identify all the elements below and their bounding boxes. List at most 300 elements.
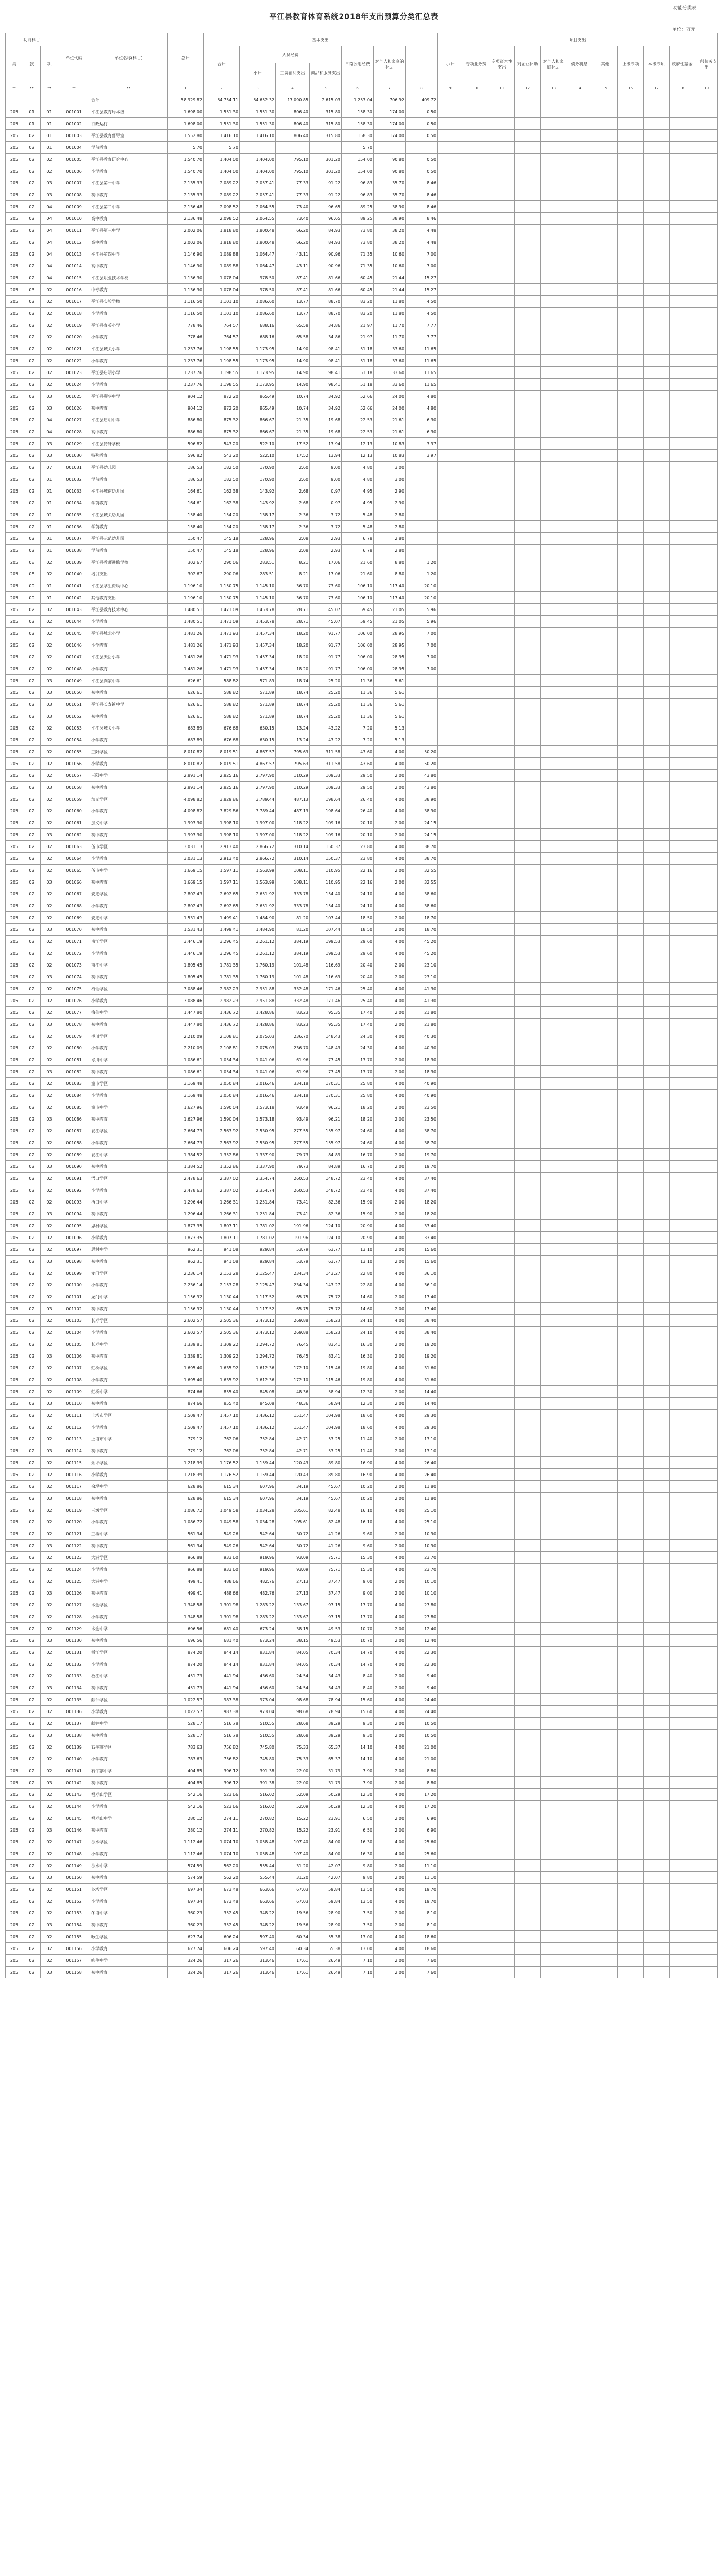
cell-value: 73.41 [276, 1208, 310, 1220]
cell-value: 4.80 [406, 391, 438, 402]
cell-value [489, 770, 515, 782]
cell-value: 59.45 [342, 616, 374, 628]
cell-value: 855.40 [204, 1398, 240, 1410]
cell-lei: 205 [6, 1516, 23, 1528]
cell-value: 98.41 [310, 343, 342, 355]
cell-code: 001029 [58, 438, 90, 450]
cell-value [592, 1125, 618, 1137]
cell-value [566, 853, 592, 865]
cell-value [438, 1303, 463, 1315]
cell-value: 8.21 [276, 568, 310, 580]
table-row [6, 1564, 718, 1575]
cell-name: 冬塔学区 [90, 1884, 168, 1895]
cell-value: 332.48 [276, 995, 310, 1007]
cell-value [592, 912, 618, 924]
cell-value [541, 165, 566, 177]
cell-value [489, 1682, 515, 1694]
cell-value [489, 201, 515, 213]
cell-value: 1,296.44 [168, 1208, 204, 1220]
cell-value: 1,551.30 [240, 106, 276, 118]
cell-value [618, 296, 644, 308]
cell-name: 高中教育 [90, 260, 168, 272]
cell-value: 10.70 [342, 1635, 374, 1647]
cell-value [592, 568, 618, 580]
cell-code: 001130 [58, 1635, 90, 1647]
cell-value: 1,873.35 [168, 1220, 204, 1232]
cell-value: 1,481.26 [168, 628, 204, 639]
cell-value: 310.14 [276, 853, 310, 865]
cell-value [541, 900, 566, 912]
cell-value: 1,573.18 [240, 1101, 276, 1113]
cell-value [489, 355, 515, 367]
cell-value [695, 1445, 718, 1457]
cell-value: 409.72 [406, 94, 438, 106]
cell-value [670, 414, 695, 426]
table-row [6, 580, 718, 592]
cell-value [515, 509, 541, 521]
cell-value [670, 545, 695, 556]
cell-value: 81.66 [310, 272, 342, 284]
cell-value [541, 343, 566, 355]
cell-value [592, 1338, 618, 1350]
cell-lei: 205 [6, 1943, 23, 1955]
cell-xiang: 03 [41, 710, 58, 722]
cell-value: 597.40 [240, 1931, 276, 1943]
cell-value: 2.00 [374, 1765, 406, 1777]
cell-value: 106.10 [342, 592, 374, 604]
cell-value [618, 1658, 644, 1670]
cell-value: 13.77 [276, 308, 310, 319]
cell-value [463, 1540, 489, 1552]
cell-value: 783.63 [168, 1753, 204, 1765]
cell-value: 2,505.36 [204, 1315, 240, 1327]
cell-value [592, 1872, 618, 1884]
cell-value [515, 308, 541, 319]
cell-code: 001138 [58, 1730, 90, 1741]
cell-value [644, 485, 670, 497]
cell-value: 1,447.80 [168, 1019, 204, 1030]
cell-value: 626.61 [168, 699, 204, 710]
cell-value: 2.00 [374, 1493, 406, 1504]
cell-value: 1,339.81 [168, 1338, 204, 1350]
cell-value [463, 1184, 489, 1196]
cell-value [489, 1421, 515, 1433]
cell-kuan: 02 [23, 1516, 41, 1528]
cell-value: 106.10 [342, 580, 374, 592]
cell-value [644, 414, 670, 426]
cell-value [463, 367, 489, 379]
cell-value [463, 912, 489, 924]
cell-value: 9.30 [342, 1718, 374, 1730]
cell-code: 001124 [58, 1564, 90, 1575]
cell-xiang: 02 [41, 604, 58, 616]
cell-value [618, 1860, 644, 1872]
cell-value: 2.80 [374, 521, 406, 533]
index-cell: 18 [670, 82, 695, 94]
cell-value [515, 1682, 541, 1694]
cell-value: 5.13 [374, 734, 406, 746]
cell-value [618, 308, 644, 319]
cell-value: 174.00 [374, 106, 406, 118]
cell-kuan: 02 [23, 1042, 41, 1054]
cell-value: 0.50 [406, 154, 438, 165]
cell-kuan: 02 [23, 853, 41, 865]
cell-value: 561.34 [168, 1540, 204, 1552]
header-proj-business: 专项业务费 [463, 46, 489, 82]
cell-value [644, 1078, 670, 1090]
cell-value: 764.57 [204, 331, 240, 343]
cell-value: 89.25 [342, 201, 374, 213]
cell-value [515, 604, 541, 616]
cell-value [566, 912, 592, 924]
cell-value: 1,484.90 [240, 924, 276, 936]
cell-kuan: 09 [23, 580, 41, 592]
cell-kuan: 02 [23, 900, 41, 912]
cell-kuan: 02 [23, 1481, 41, 1493]
cell-value: 588.82 [204, 699, 240, 710]
cell-value: 4.00 [374, 1741, 406, 1753]
cell-value [489, 746, 515, 758]
cell-value: 15.60 [342, 1694, 374, 1706]
cell-lei: 205 [6, 1599, 23, 1611]
cell-value [618, 1184, 644, 1196]
cell-lei: 205 [6, 1184, 23, 1196]
cell-kuan: 02 [23, 391, 41, 402]
cell-value [670, 142, 695, 154]
cell-kuan: 02 [23, 462, 41, 473]
cell-lei: 205 [6, 1765, 23, 1777]
cell-value [592, 391, 618, 402]
cell-value: 148.72 [310, 1184, 342, 1196]
cell-value: 274.11 [204, 1812, 240, 1824]
cell-value [489, 1066, 515, 1078]
cell-value: 663.66 [240, 1884, 276, 1895]
cell-value: 332.48 [276, 983, 310, 995]
cell-value: 17.40 [406, 1291, 438, 1303]
cell-value: 13.50 [342, 1884, 374, 1895]
cell-value [695, 746, 718, 758]
cell-value [566, 1244, 592, 1256]
cell-value [515, 1753, 541, 1765]
cell-value: 4.00 [374, 1895, 406, 1907]
cell-value [463, 296, 489, 308]
cell-xiang: 02 [41, 1220, 58, 1232]
cell-value [618, 260, 644, 272]
cell-value: 1,597.11 [204, 876, 240, 888]
cell-value: 872.20 [204, 391, 240, 402]
cell-value [644, 1481, 670, 1493]
cell-value [438, 1504, 463, 1516]
cell-value [670, 177, 695, 189]
cell-value: 9.30 [342, 1730, 374, 1741]
cell-lei: 205 [6, 1718, 23, 1730]
cell-name: 小学教育 [90, 853, 168, 865]
cell-xiang: 02 [41, 1694, 58, 1706]
cell-xiang: 02 [41, 1848, 58, 1860]
cell-value [515, 995, 541, 1007]
cell-value [463, 1303, 489, 1315]
cell-value [670, 604, 695, 616]
cell-value: 18.20 [342, 1113, 374, 1125]
cell-kuan: 02 [23, 1291, 41, 1303]
cell-kuan: 02 [23, 1090, 41, 1101]
cell-name: 特殊教育 [90, 450, 168, 462]
cell-value [644, 165, 670, 177]
cell-value [618, 1374, 644, 1386]
cell-value: 22.53 [342, 414, 374, 426]
cell-value: 15.60 [406, 1244, 438, 1256]
cell-value [618, 616, 644, 628]
cell-value [644, 1730, 670, 1741]
cell-value [489, 154, 515, 165]
cell-value: 1,022.57 [168, 1694, 204, 1706]
table-row [6, 805, 718, 817]
cell-value [695, 604, 718, 616]
cell-value [438, 1931, 463, 1943]
cell-value [541, 1931, 566, 1943]
cell-xiang: 04 [41, 260, 58, 272]
cell-value [670, 426, 695, 438]
cell-value [566, 1232, 592, 1244]
cell-value: 2,153.28 [204, 1267, 240, 1279]
cell-value: 12.13 [342, 438, 374, 450]
cell-value [618, 509, 644, 521]
cell-value: 2.00 [374, 1955, 406, 1967]
cell-value [566, 355, 592, 367]
cell-value [695, 568, 718, 580]
cell-value [670, 1682, 695, 1694]
cell-value [592, 829, 618, 841]
cell-value: 844.14 [204, 1647, 240, 1658]
table-row [6, 1030, 718, 1042]
cell-value: 2.00 [374, 912, 406, 924]
cell-value [438, 106, 463, 118]
cell-value [515, 331, 541, 343]
cell-value [618, 639, 644, 651]
cell-xiang: 02 [41, 746, 58, 758]
cell-kuan: 01 [23, 106, 41, 118]
cell-name: 初中教育 [90, 1872, 168, 1884]
cell-value: 779.12 [168, 1445, 204, 1457]
cell-value: 2,913.40 [204, 841, 240, 853]
cell-value [566, 1078, 592, 1090]
cell-value: 1,339.81 [168, 1350, 204, 1362]
cell-lei: 205 [6, 604, 23, 616]
cell-value [489, 438, 515, 450]
cell-lei: 205 [6, 272, 23, 284]
cell-value: 18.20 [276, 651, 310, 663]
cell-value [541, 1836, 566, 1848]
cell-value: 2,602.57 [168, 1327, 204, 1338]
cell-value: 98.68 [276, 1706, 310, 1718]
cell-value [489, 1137, 515, 1149]
cell-value [670, 782, 695, 793]
cell-value: 11.80 [374, 296, 406, 308]
cell-xiang: 02 [41, 1741, 58, 1753]
cell-kuan: 02 [23, 1327, 41, 1338]
cell-value [463, 462, 489, 473]
cell-value [618, 367, 644, 379]
cell-value [695, 722, 718, 734]
cell-value: 25.20 [310, 675, 342, 687]
cell-value [463, 663, 489, 675]
cell-value: 186.53 [168, 462, 204, 473]
cell-value: 845.08 [240, 1398, 276, 1410]
cell-name: 初中教育 [90, 1730, 168, 1741]
cell-value: 49.53 [310, 1623, 342, 1635]
cell-xiang: 02 [41, 1812, 58, 1824]
cell-lei: 205 [6, 1895, 23, 1907]
cell-value [618, 189, 644, 201]
cell-value [592, 402, 618, 414]
cell-value [695, 556, 718, 568]
cell-code: 001005 [58, 154, 90, 165]
cell-value [541, 699, 566, 710]
cell-value: 6.78 [342, 545, 374, 556]
cell-value: 158.30 [342, 118, 374, 130]
cell-value [515, 556, 541, 568]
cell-name: 小学教育 [90, 1943, 168, 1955]
cell-code: 001091 [58, 1173, 90, 1184]
cell-value: 973.04 [240, 1706, 276, 1718]
cell-value [489, 1184, 515, 1196]
table-body [6, 94, 718, 1978]
cell-code: 001115 [58, 1457, 90, 1469]
cell-value [618, 1564, 644, 1575]
cell-value [592, 699, 618, 710]
cell-value [670, 971, 695, 983]
cell-value [670, 521, 695, 533]
cell-value [644, 1315, 670, 1327]
cell-value: 756.82 [204, 1741, 240, 1753]
cell-value [541, 509, 566, 521]
cell-value: 2,089.22 [204, 189, 240, 201]
table-row [6, 1149, 718, 1161]
header-kuan: 款 [23, 46, 41, 82]
cell-xiang: 02 [41, 853, 58, 865]
cell-lei: 205 [6, 687, 23, 699]
cell-value: 71.35 [342, 260, 374, 272]
cell-value: 1,074.10 [204, 1848, 240, 1860]
header-proj-enterprise: 对企业补助 [515, 46, 541, 82]
cell-value: 2,108.81 [204, 1042, 240, 1054]
cell-value: 73.60 [310, 592, 342, 604]
cell-value: 13.10 [406, 1433, 438, 1445]
cell-value: 97.15 [310, 1611, 342, 1623]
cell-value [592, 805, 618, 817]
cell-value: 1,196.10 [168, 580, 204, 592]
cell-kuan: 02 [23, 1694, 41, 1706]
cell-value: 24.60 [342, 1125, 374, 1137]
cell-value: 1,266.31 [204, 1208, 240, 1220]
cell-code: 001084 [58, 1090, 90, 1101]
cell-code: 001154 [58, 1919, 90, 1931]
cell-code: 001116 [58, 1469, 90, 1481]
cell-value: 280.12 [168, 1824, 204, 1836]
cell-value [644, 1967, 670, 1978]
cell-value [489, 1410, 515, 1421]
cell-value [592, 556, 618, 568]
cell-value [515, 1410, 541, 1421]
cell-value [515, 805, 541, 817]
table-row [6, 201, 718, 213]
cell-value [489, 1516, 515, 1528]
cell-value: 35.70 [374, 189, 406, 201]
cell-value [618, 1078, 644, 1090]
cell-value: 13.24 [276, 722, 310, 734]
cell-value: 77.33 [276, 177, 310, 189]
cell-value [541, 260, 566, 272]
cell-value: 673.24 [240, 1623, 276, 1635]
cell-kuan: 02 [23, 497, 41, 509]
cell-value [566, 876, 592, 888]
cell-value [670, 319, 695, 331]
table-row [6, 1504, 718, 1516]
cell-code: 001136 [58, 1706, 90, 1718]
cell-value [489, 509, 515, 521]
cell-value: 115.46 [310, 1374, 342, 1386]
cell-value: 38.70 [406, 1125, 438, 1137]
cell-value: 24.60 [342, 1137, 374, 1149]
cell-value: 13.50 [342, 1895, 374, 1907]
cell-value: 84.05 [276, 1658, 310, 1670]
cell-value [566, 947, 592, 959]
cell-value [515, 236, 541, 248]
cell-value [489, 331, 515, 343]
cell-value: 36.70 [276, 592, 310, 604]
cell-value: 38.20 [374, 236, 406, 248]
cell-lei: 205 [6, 130, 23, 142]
cell-value: 1,384.52 [168, 1149, 204, 1161]
cell-value [695, 1540, 718, 1552]
cell-value: 6.78 [342, 533, 374, 545]
table-row [6, 1801, 718, 1812]
cell-value: 93.49 [276, 1101, 310, 1113]
cell-value [515, 1030, 541, 1042]
cell-value [566, 888, 592, 900]
cell-value: 1,781.35 [204, 959, 240, 971]
cell-value: 1,117.52 [240, 1291, 276, 1303]
cell-value [695, 165, 718, 177]
cell-value: 42.71 [276, 1445, 310, 1457]
cell-value [489, 1552, 515, 1564]
cell-value [438, 616, 463, 628]
cell-value [566, 1137, 592, 1149]
cell-code: 001093 [58, 1196, 90, 1208]
cell-xiang: 01 [41, 545, 58, 556]
cell-value [463, 580, 489, 592]
table-row [6, 1469, 718, 1481]
cell-value [515, 201, 541, 213]
cell-value [566, 616, 592, 628]
cell-xiang: 02 [41, 1338, 58, 1350]
cell-value [695, 1054, 718, 1066]
cell-value [463, 1812, 489, 1824]
cell-name: 三墩学区 [90, 1504, 168, 1516]
cell-kuan: 02 [23, 201, 41, 213]
cell-value [438, 1623, 463, 1635]
cell-name: 平江县启明小学 [90, 367, 168, 379]
cell-value: 315.80 [310, 106, 342, 118]
cell-value: 34.43 [310, 1682, 342, 1694]
cell-value: 396.12 [204, 1765, 240, 1777]
cell-value: 290.06 [204, 568, 240, 580]
cell-value: 4.00 [374, 1504, 406, 1516]
cell-value [515, 1445, 541, 1457]
cell-value [463, 521, 489, 533]
cell-xiang: 03 [41, 450, 58, 462]
cell-value [489, 473, 515, 485]
